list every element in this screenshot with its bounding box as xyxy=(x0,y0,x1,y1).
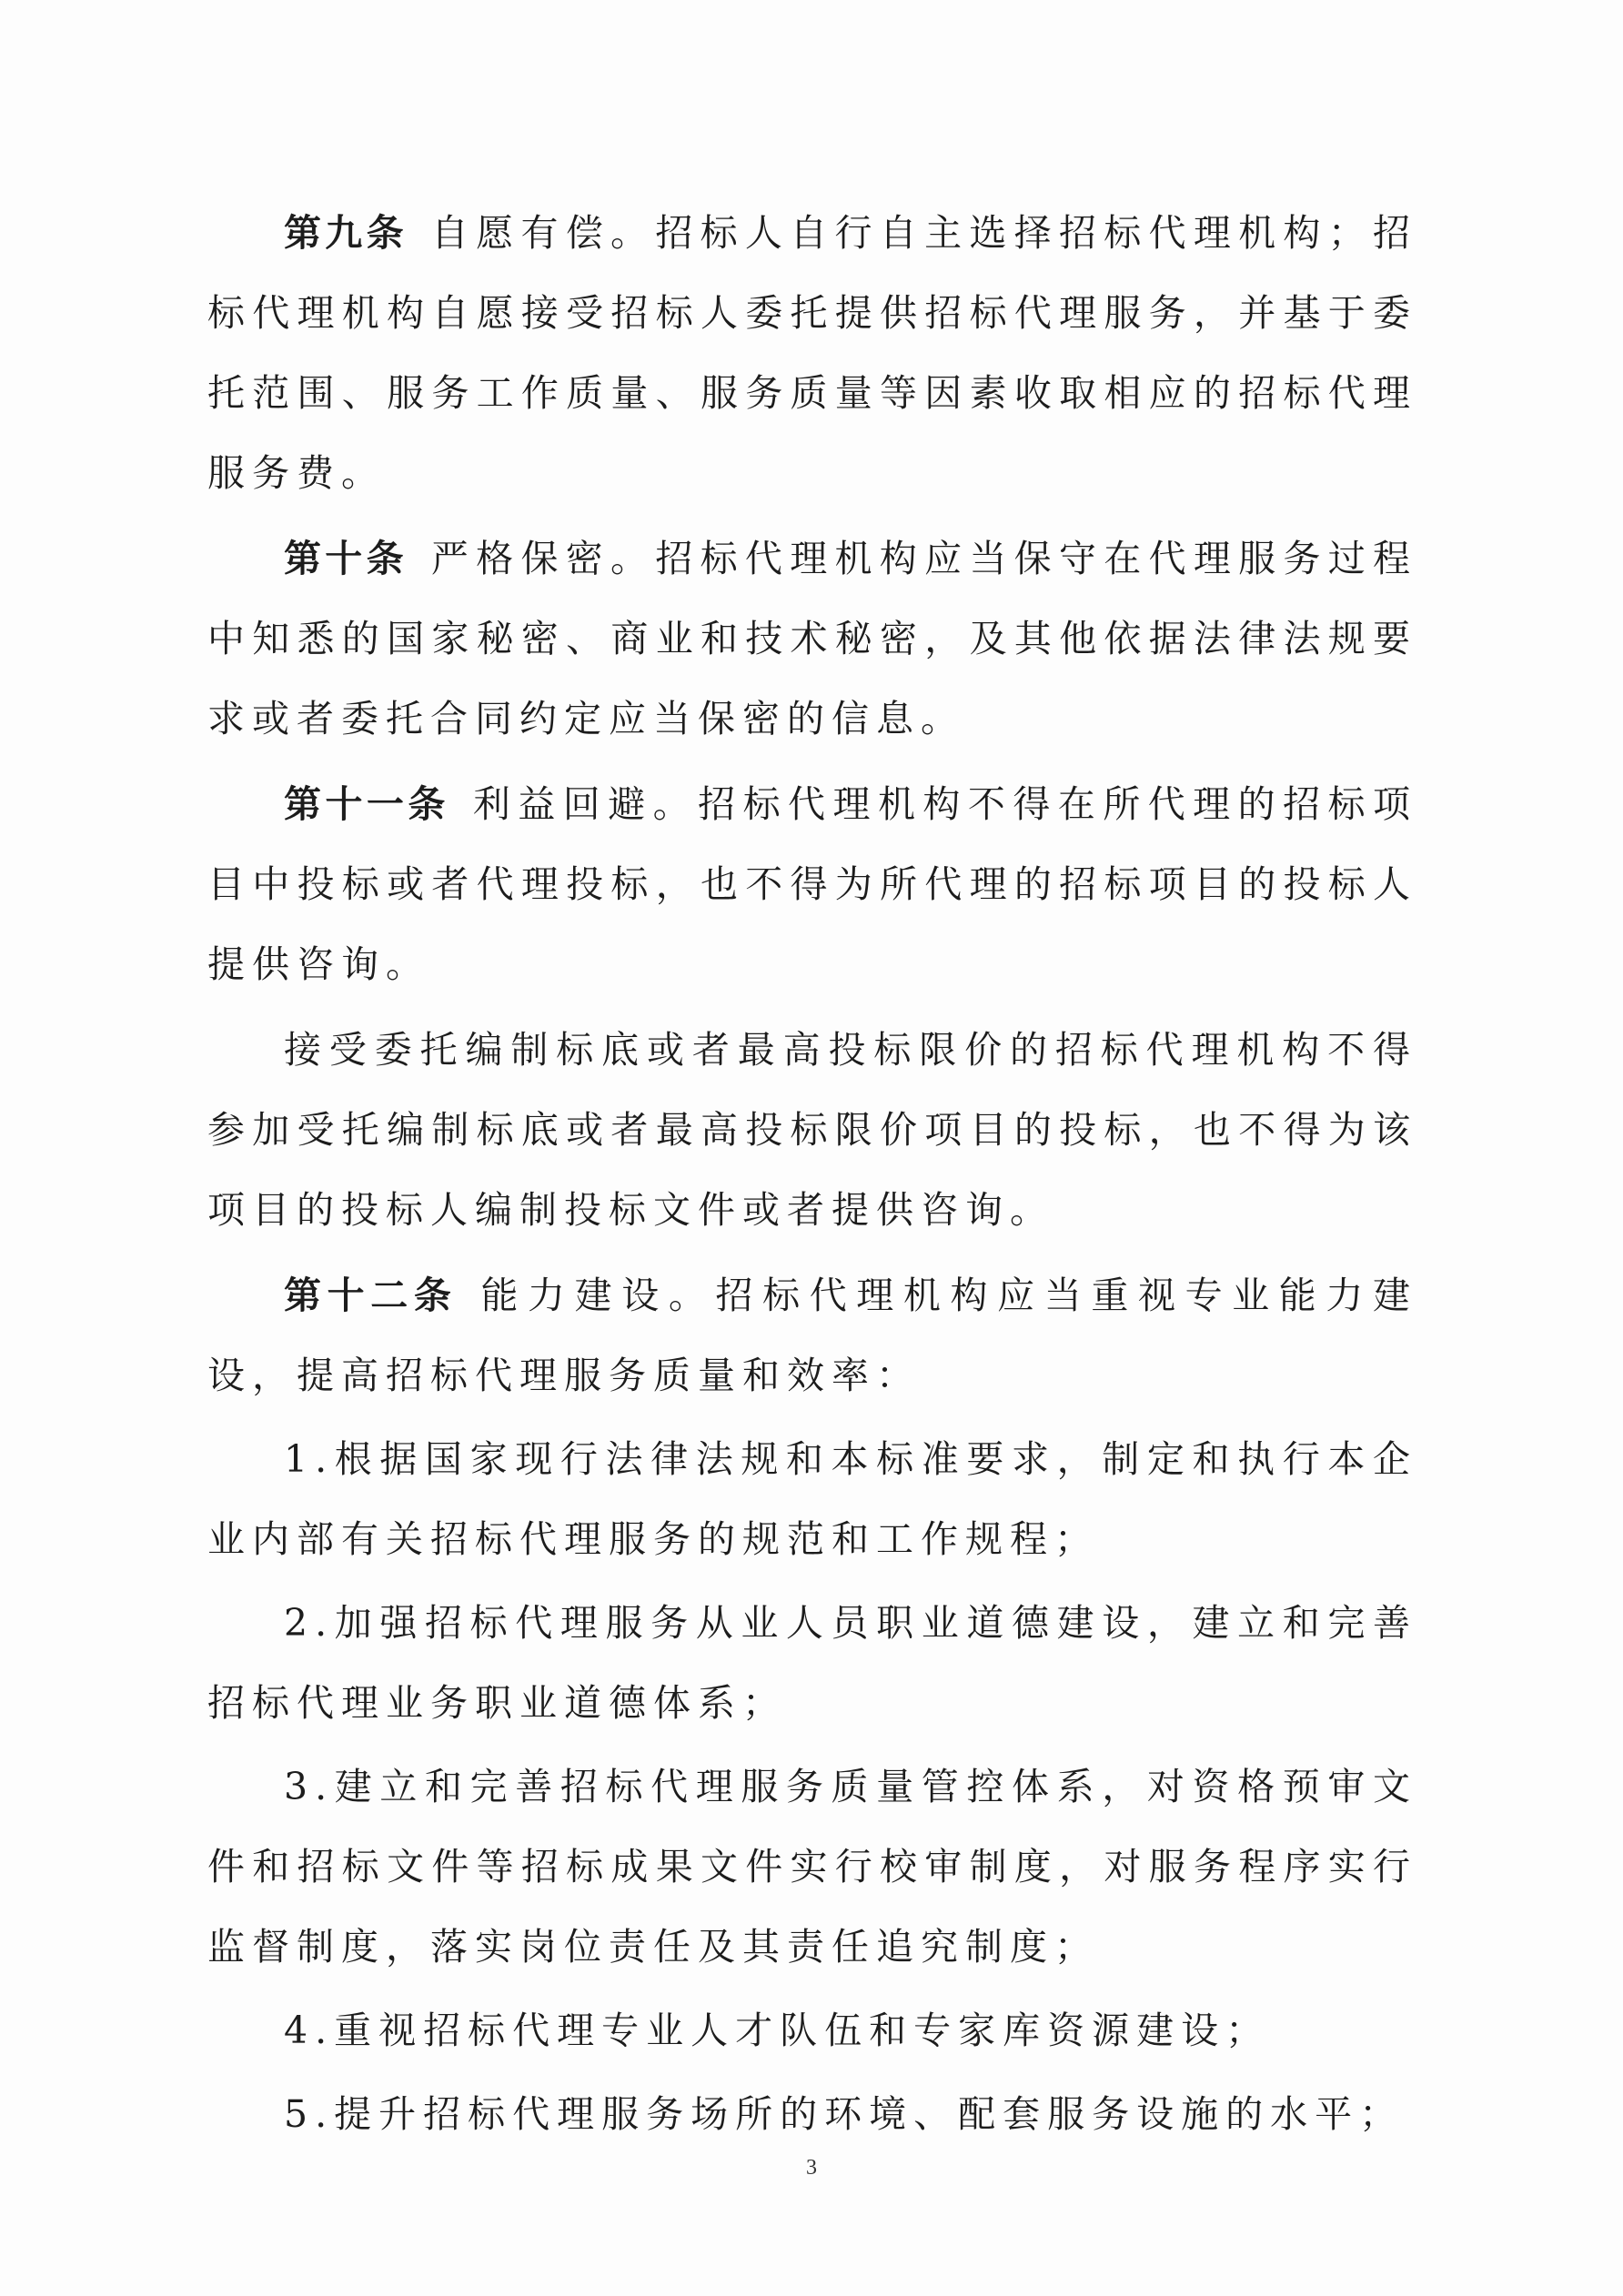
document-body xyxy=(207,193,1417,2154)
list-item: 2.加强招标代理服务从业人员职业道德建设，建立和完善招标代理业务职业道德体系； xyxy=(207,1601,1417,1725)
list-item: 5.提升招标代理服务场所的环境、配套服务设施的水平； xyxy=(284,2092,1405,2136)
article-heading: 第九条 xyxy=(284,211,408,255)
list-item: 1.根据国家现行法律法规和本标准要求，制定和执行本企业内部有关招标代理服务的规范和工作规程； xyxy=(207,1437,1417,1561)
article-text: 能力建设。招标代理机构应当重视专业能力建设，提高招标代理服务质量和效率： xyxy=(207,1274,1418,1397)
article-heading: 第十条 xyxy=(284,537,408,580)
page-number: 3 xyxy=(806,2156,817,2180)
article-11 xyxy=(207,764,1417,1004)
article-heading: 第十二条 xyxy=(284,1274,458,1317)
article-text: 严格保密。招标代理机构应当保守在代理服务过程中知悉的国家秘密、商业和技术秘密，及其他依据法律法规要求或者委托合同约定应当保密的信息。 xyxy=(207,537,1417,740)
article-text: 自愿有偿。招标人自行自主选择招标代理机构；招标代理机构自愿接受招标人委托提供招标代理服务，并基于委托范围、服务工作质量、服务质量等因素收取相应的招标代理服务费。 xyxy=(207,211,1417,495)
paragraph-bid-ceiling: 接受委托编制标底或者最高投标限价的招标代理机构不得参加受托编制标底或者最高投标限价项目的投标，也不得为该项目的投标人编制投标文件或者提供咨询。 xyxy=(207,1028,1417,1232)
article-12 xyxy=(207,1255,1417,1415)
article-heading: 第十一条 xyxy=(284,782,449,826)
article-9 xyxy=(207,193,1417,513)
list-item: 4.重视招标代理专业人才队伍和专家库资源建设； xyxy=(284,2009,1271,2052)
list-item: 3.建立和完善招标代理服务质量管控体系，对资格预审文件和招标文件等招标成果文件实行校审制度，对服务程序实行监督制度，落实岗位责任及其责任追究制度； xyxy=(207,1765,1417,1969)
article-10 xyxy=(207,519,1417,759)
article-text: 利益回避。招标代理机构不得在所代理的招标项目中投标或者代理投标，也不得为所代理的招标项目的投标人提供咨询。 xyxy=(207,782,1418,986)
